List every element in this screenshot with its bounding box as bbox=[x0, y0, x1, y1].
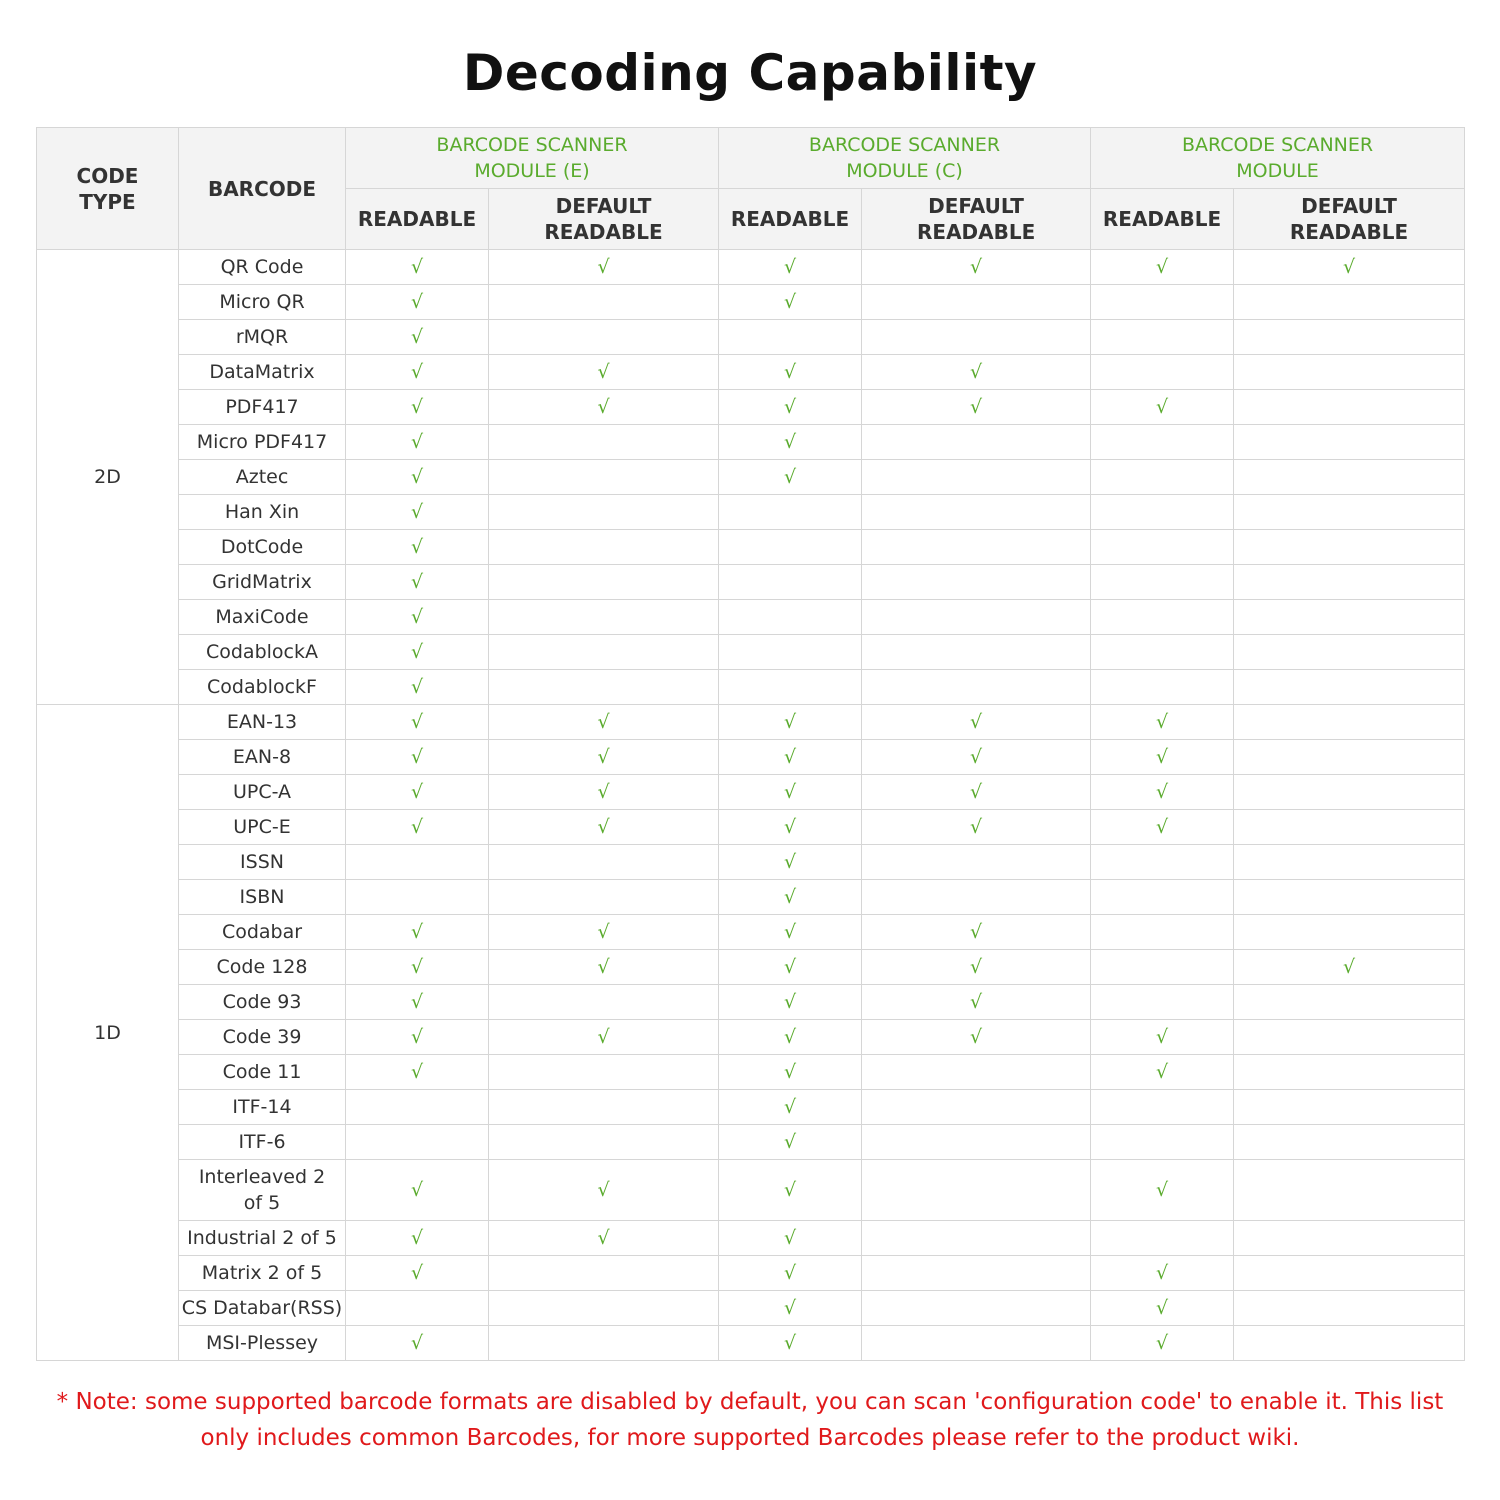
empty-cell bbox=[862, 530, 1091, 565]
empty-cell bbox=[489, 670, 719, 705]
empty-cell bbox=[862, 1055, 1091, 1090]
check-mark-icon: √ bbox=[1234, 250, 1465, 285]
check-mark-icon: √ bbox=[719, 810, 862, 845]
check-mark-icon: √ bbox=[862, 810, 1091, 845]
empty-cell bbox=[1091, 565, 1234, 600]
table-row bbox=[37, 250, 1465, 285]
table-row bbox=[37, 600, 1465, 635]
check-mark-icon: √ bbox=[719, 355, 862, 390]
check-mark-icon: √ bbox=[1091, 1055, 1234, 1090]
check-mark-icon: √ bbox=[719, 1291, 862, 1326]
header-default-readable: DEFAULT READABLE bbox=[1234, 189, 1465, 250]
footnote: * Note: some supported barcode formats are disabled by default, you can scan 'configuration code' to enable it. This list only includes common Barcodes, for more supported Barcodes please refer to the product wiki. bbox=[56, 1389, 1444, 1451]
empty-cell bbox=[719, 670, 862, 705]
check-mark-icon: √ bbox=[719, 1125, 862, 1160]
empty-cell bbox=[1091, 530, 1234, 565]
empty-cell bbox=[862, 880, 1091, 915]
empty-cell bbox=[1234, 1256, 1465, 1291]
check-mark-icon: √ bbox=[719, 1090, 862, 1125]
check-mark-icon: √ bbox=[862, 915, 1091, 950]
empty-cell bbox=[489, 600, 719, 635]
empty-cell bbox=[1234, 635, 1465, 670]
barcode-name-cell: ISBN bbox=[179, 880, 346, 915]
empty-cell bbox=[1234, 390, 1465, 425]
empty-cell bbox=[1234, 1125, 1465, 1160]
check-mark-icon: √ bbox=[346, 775, 489, 810]
table-row bbox=[37, 1326, 1465, 1361]
empty-cell bbox=[489, 285, 719, 320]
empty-cell bbox=[862, 1326, 1091, 1361]
header-readable: READABLE bbox=[1091, 189, 1234, 250]
check-mark-icon: √ bbox=[346, 1326, 489, 1361]
empty-cell bbox=[1234, 845, 1465, 880]
check-mark-icon: √ bbox=[489, 250, 719, 285]
check-mark-icon: √ bbox=[1091, 775, 1234, 810]
check-mark-icon: √ bbox=[346, 250, 489, 285]
table-row bbox=[37, 1055, 1465, 1090]
barcode-name-cell: EAN-8 bbox=[179, 740, 346, 775]
table-row bbox=[37, 880, 1465, 915]
barcode-name-cell: ITF-14 bbox=[179, 1090, 346, 1125]
empty-cell bbox=[1234, 285, 1465, 320]
check-mark-icon: √ bbox=[346, 1221, 489, 1256]
check-mark-icon: √ bbox=[719, 250, 862, 285]
check-mark-icon: √ bbox=[719, 460, 862, 495]
check-mark-icon: √ bbox=[346, 810, 489, 845]
check-mark-icon: √ bbox=[719, 915, 862, 950]
check-mark-icon: √ bbox=[346, 670, 489, 705]
check-mark-icon: √ bbox=[719, 1020, 862, 1055]
table-row bbox=[37, 495, 1465, 530]
table-row bbox=[37, 1160, 1465, 1221]
barcode-name-cell: UPC-A bbox=[179, 775, 346, 810]
empty-cell bbox=[1234, 1326, 1465, 1361]
header-readable: READABLE bbox=[719, 189, 862, 250]
barcode-name-cell: Code 128 bbox=[179, 950, 346, 985]
table-row bbox=[37, 985, 1465, 1020]
check-mark-icon: √ bbox=[719, 775, 862, 810]
empty-cell bbox=[862, 495, 1091, 530]
barcode-name-cell: Interleaved 2 of 5 bbox=[179, 1160, 346, 1221]
table-row bbox=[37, 565, 1465, 600]
check-mark-icon: √ bbox=[1091, 390, 1234, 425]
empty-cell bbox=[489, 530, 719, 565]
check-mark-icon: √ bbox=[862, 390, 1091, 425]
check-mark-icon: √ bbox=[1234, 950, 1465, 985]
check-mark-icon: √ bbox=[719, 1326, 862, 1361]
barcode-name-cell: CS Databar(RSS) bbox=[179, 1291, 346, 1326]
check-mark-icon: √ bbox=[719, 705, 862, 740]
check-mark-icon: √ bbox=[489, 1020, 719, 1055]
empty-cell bbox=[862, 565, 1091, 600]
empty-cell bbox=[1234, 565, 1465, 600]
check-mark-icon: √ bbox=[862, 740, 1091, 775]
empty-cell bbox=[1091, 635, 1234, 670]
barcode-name-cell: Han Xin bbox=[179, 495, 346, 530]
barcode-name-cell: Micro QR bbox=[179, 285, 346, 320]
page-title: Decoding Capability bbox=[462, 44, 1038, 102]
check-mark-icon: √ bbox=[1091, 1020, 1234, 1055]
empty-cell bbox=[1091, 460, 1234, 495]
empty-cell bbox=[346, 880, 489, 915]
table-row bbox=[37, 425, 1465, 460]
empty-cell bbox=[1234, 740, 1465, 775]
empty-cell bbox=[1091, 1221, 1234, 1256]
empty-cell bbox=[862, 1090, 1091, 1125]
empty-cell bbox=[719, 320, 862, 355]
empty-cell bbox=[489, 320, 719, 355]
empty-cell bbox=[1234, 705, 1465, 740]
empty-cell bbox=[1234, 1055, 1465, 1090]
barcode-name-cell: Micro PDF417 bbox=[179, 425, 346, 460]
check-mark-icon: √ bbox=[489, 950, 719, 985]
barcode-name-cell: Matrix 2 of 5 bbox=[179, 1256, 346, 1291]
header-barcode: BARCODE bbox=[179, 128, 346, 250]
empty-cell bbox=[1234, 320, 1465, 355]
empty-cell bbox=[862, 425, 1091, 460]
table-row bbox=[37, 810, 1465, 845]
empty-cell bbox=[489, 565, 719, 600]
empty-cell bbox=[1091, 880, 1234, 915]
barcode-name-cell: Code 93 bbox=[179, 985, 346, 1020]
empty-cell bbox=[1234, 1020, 1465, 1055]
check-mark-icon: √ bbox=[346, 320, 489, 355]
empty-cell bbox=[1091, 355, 1234, 390]
table-body bbox=[37, 250, 1465, 1361]
barcode-name-cell: Code 11 bbox=[179, 1055, 346, 1090]
empty-cell bbox=[719, 635, 862, 670]
empty-cell bbox=[719, 565, 862, 600]
empty-cell bbox=[489, 495, 719, 530]
empty-cell bbox=[719, 600, 862, 635]
table-row bbox=[37, 1125, 1465, 1160]
check-mark-icon: √ bbox=[1091, 810, 1234, 845]
empty-cell bbox=[1091, 845, 1234, 880]
check-mark-icon: √ bbox=[346, 530, 489, 565]
barcode-name-cell: EAN-13 bbox=[179, 705, 346, 740]
header-module: BARCODE SCANNER MODULE bbox=[1091, 128, 1465, 189]
barcode-name-cell: QR Code bbox=[179, 250, 346, 285]
check-mark-icon: √ bbox=[862, 1020, 1091, 1055]
empty-cell bbox=[489, 1055, 719, 1090]
check-mark-icon: √ bbox=[862, 705, 1091, 740]
empty-cell bbox=[862, 1256, 1091, 1291]
empty-cell bbox=[346, 1291, 489, 1326]
table-row bbox=[37, 705, 1465, 740]
check-mark-icon: √ bbox=[489, 775, 719, 810]
empty-cell bbox=[346, 1125, 489, 1160]
table-row bbox=[37, 740, 1465, 775]
empty-cell bbox=[489, 1291, 719, 1326]
header-module-e: BARCODE SCANNER MODULE (E) bbox=[346, 128, 719, 189]
check-mark-icon: √ bbox=[346, 1020, 489, 1055]
check-mark-icon: √ bbox=[489, 915, 719, 950]
empty-cell bbox=[1234, 495, 1465, 530]
empty-cell bbox=[862, 460, 1091, 495]
check-mark-icon: √ bbox=[346, 285, 489, 320]
barcode-name-cell: MaxiCode bbox=[179, 600, 346, 635]
check-mark-icon: √ bbox=[346, 1160, 489, 1221]
check-mark-icon: √ bbox=[719, 985, 862, 1020]
barcode-name-cell: Industrial 2 of 5 bbox=[179, 1221, 346, 1256]
check-mark-icon: √ bbox=[719, 1055, 862, 1090]
check-mark-icon: √ bbox=[719, 1221, 862, 1256]
check-mark-icon: √ bbox=[719, 390, 862, 425]
barcode-name-cell: ISSN bbox=[179, 845, 346, 880]
barcode-name-cell: UPC-E bbox=[179, 810, 346, 845]
empty-cell bbox=[1234, 670, 1465, 705]
check-mark-icon: √ bbox=[862, 355, 1091, 390]
header-code-type: CODE TYPE bbox=[37, 128, 179, 250]
table-row bbox=[37, 320, 1465, 355]
empty-cell bbox=[1091, 915, 1234, 950]
check-mark-icon: √ bbox=[1091, 740, 1234, 775]
empty-cell bbox=[1234, 1160, 1465, 1221]
empty-cell bbox=[489, 880, 719, 915]
decoding-capability-table bbox=[36, 127, 1465, 1361]
check-mark-icon: √ bbox=[346, 740, 489, 775]
empty-cell bbox=[719, 530, 862, 565]
check-mark-icon: √ bbox=[346, 600, 489, 635]
check-mark-icon: √ bbox=[346, 985, 489, 1020]
empty-cell bbox=[1234, 880, 1465, 915]
empty-cell bbox=[862, 635, 1091, 670]
empty-cell bbox=[862, 845, 1091, 880]
table-row bbox=[37, 670, 1465, 705]
check-mark-icon: √ bbox=[346, 390, 489, 425]
check-mark-icon: √ bbox=[346, 495, 489, 530]
check-mark-icon: √ bbox=[346, 705, 489, 740]
check-mark-icon: √ bbox=[489, 740, 719, 775]
check-mark-icon: √ bbox=[489, 1160, 719, 1221]
check-mark-icon: √ bbox=[346, 635, 489, 670]
empty-cell bbox=[346, 845, 489, 880]
empty-cell bbox=[719, 495, 862, 530]
empty-cell bbox=[1234, 1291, 1465, 1326]
check-mark-icon: √ bbox=[862, 775, 1091, 810]
empty-cell bbox=[1091, 1090, 1234, 1125]
check-mark-icon: √ bbox=[719, 740, 862, 775]
barcode-name-cell: CodablockA bbox=[179, 635, 346, 670]
check-mark-icon: √ bbox=[719, 845, 862, 880]
header-readable: READABLE bbox=[346, 189, 489, 250]
empty-cell bbox=[489, 1125, 719, 1160]
check-mark-icon: √ bbox=[862, 985, 1091, 1020]
check-mark-icon: √ bbox=[346, 425, 489, 460]
barcode-name-cell: PDF417 bbox=[179, 390, 346, 425]
empty-cell bbox=[1234, 1090, 1465, 1125]
check-mark-icon: √ bbox=[489, 810, 719, 845]
barcode-name-cell: DataMatrix bbox=[179, 355, 346, 390]
check-mark-icon: √ bbox=[346, 460, 489, 495]
check-mark-icon: √ bbox=[489, 390, 719, 425]
empty-cell bbox=[1091, 950, 1234, 985]
header-module-c: BARCODE SCANNER MODULE (C) bbox=[719, 128, 1091, 189]
check-mark-icon: √ bbox=[1091, 250, 1234, 285]
empty-cell bbox=[1091, 425, 1234, 460]
table-row bbox=[37, 1221, 1465, 1256]
table-row bbox=[37, 775, 1465, 810]
check-mark-icon: √ bbox=[1091, 1160, 1234, 1221]
check-mark-icon: √ bbox=[719, 880, 862, 915]
empty-cell bbox=[1234, 775, 1465, 810]
table-row bbox=[37, 635, 1465, 670]
barcode-name-cell: Codabar bbox=[179, 915, 346, 950]
empty-cell bbox=[1091, 285, 1234, 320]
barcode-name-cell: Code 39 bbox=[179, 1020, 346, 1055]
empty-cell bbox=[1091, 1125, 1234, 1160]
empty-cell bbox=[862, 1221, 1091, 1256]
table-row bbox=[37, 390, 1465, 425]
code-type-cell: 2D bbox=[37, 250, 179, 705]
empty-cell bbox=[346, 1090, 489, 1125]
empty-cell bbox=[862, 670, 1091, 705]
code-type-cell: 1D bbox=[37, 705, 179, 1361]
barcode-name-cell: GridMatrix bbox=[179, 565, 346, 600]
table-row bbox=[37, 355, 1465, 390]
empty-cell bbox=[489, 985, 719, 1020]
empty-cell bbox=[1091, 670, 1234, 705]
empty-cell bbox=[489, 845, 719, 880]
empty-cell bbox=[862, 600, 1091, 635]
barcode-name-cell: Aztec bbox=[179, 460, 346, 495]
check-mark-icon: √ bbox=[719, 950, 862, 985]
empty-cell bbox=[489, 635, 719, 670]
empty-cell bbox=[862, 285, 1091, 320]
empty-cell bbox=[1234, 1221, 1465, 1256]
check-mark-icon: √ bbox=[346, 1256, 489, 1291]
check-mark-icon: √ bbox=[719, 285, 862, 320]
header-default-readable: DEFAULT READABLE bbox=[489, 189, 719, 250]
empty-cell bbox=[1234, 915, 1465, 950]
check-mark-icon: √ bbox=[346, 950, 489, 985]
barcode-name-cell: ITF-6 bbox=[179, 1125, 346, 1160]
check-mark-icon: √ bbox=[346, 355, 489, 390]
check-mark-icon: √ bbox=[346, 1055, 489, 1090]
table-row bbox=[37, 915, 1465, 950]
table-row bbox=[37, 1256, 1465, 1291]
empty-cell bbox=[489, 1326, 719, 1361]
barcode-name-cell: MSI-Plessey bbox=[179, 1326, 346, 1361]
empty-cell bbox=[862, 1291, 1091, 1326]
empty-cell bbox=[1234, 425, 1465, 460]
check-mark-icon: √ bbox=[1091, 705, 1234, 740]
check-mark-icon: √ bbox=[862, 250, 1091, 285]
empty-cell bbox=[862, 1160, 1091, 1221]
check-mark-icon: √ bbox=[346, 565, 489, 600]
check-mark-icon: √ bbox=[719, 425, 862, 460]
barcode-name-cell: CodablockF bbox=[179, 670, 346, 705]
empty-cell bbox=[1234, 530, 1465, 565]
empty-cell bbox=[1234, 460, 1465, 495]
header-default-readable: DEFAULT READABLE bbox=[862, 189, 1091, 250]
table-row bbox=[37, 460, 1465, 495]
check-mark-icon: √ bbox=[719, 1256, 862, 1291]
empty-cell bbox=[1091, 495, 1234, 530]
empty-cell bbox=[1091, 985, 1234, 1020]
empty-cell bbox=[489, 1256, 719, 1291]
empty-cell bbox=[1234, 600, 1465, 635]
check-mark-icon: √ bbox=[346, 915, 489, 950]
table-row bbox=[37, 285, 1465, 320]
check-mark-icon: √ bbox=[862, 950, 1091, 985]
table-row bbox=[37, 530, 1465, 565]
table-row bbox=[37, 950, 1465, 985]
empty-cell bbox=[862, 320, 1091, 355]
check-mark-icon: √ bbox=[1091, 1326, 1234, 1361]
barcode-name-cell: rMQR bbox=[179, 320, 346, 355]
empty-cell bbox=[1234, 355, 1465, 390]
table-row bbox=[37, 1291, 1465, 1326]
empty-cell bbox=[1091, 600, 1234, 635]
check-mark-icon: √ bbox=[489, 705, 719, 740]
empty-cell bbox=[1234, 985, 1465, 1020]
check-mark-icon: √ bbox=[719, 1160, 862, 1221]
table-row bbox=[37, 1020, 1465, 1055]
table-row bbox=[37, 845, 1465, 880]
empty-cell bbox=[1234, 810, 1465, 845]
empty-cell bbox=[1091, 320, 1234, 355]
empty-cell bbox=[862, 1125, 1091, 1160]
empty-cell bbox=[489, 460, 719, 495]
barcode-name-cell: DotCode bbox=[179, 530, 346, 565]
empty-cell bbox=[489, 425, 719, 460]
table-row bbox=[37, 1090, 1465, 1125]
check-mark-icon: √ bbox=[1091, 1291, 1234, 1326]
check-mark-icon: √ bbox=[489, 1221, 719, 1256]
empty-cell bbox=[489, 1090, 719, 1125]
check-mark-icon: √ bbox=[1091, 1256, 1234, 1291]
check-mark-icon: √ bbox=[489, 355, 719, 390]
